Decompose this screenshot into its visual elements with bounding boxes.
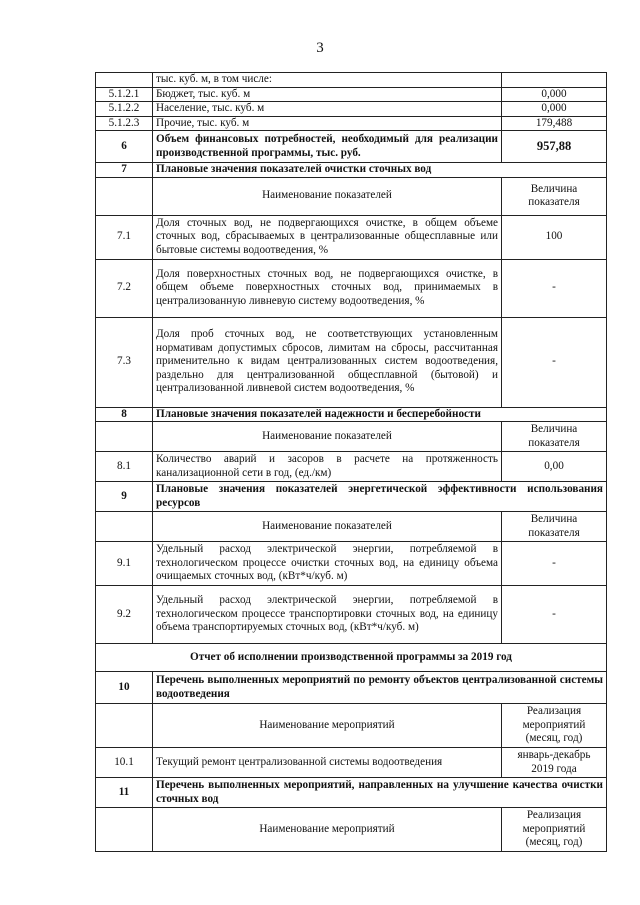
row-number: 7.3 [96, 317, 153, 407]
section-number: 10 [96, 672, 153, 704]
table-row [96, 586, 607, 644]
column-header-name: Наименование показателей [153, 177, 502, 215]
row-number: 10.1 [96, 748, 153, 778]
section-10-header-row [96, 704, 607, 748]
row-number [96, 73, 153, 88]
row-value: 0,00 [502, 452, 607, 482]
section-title: Перечень выполненных мероприятий по ремонту объектов централизованной системы водоотведения [153, 672, 607, 704]
section-title: Плановые значения показателей энергетической эффективности использования ресурсов [153, 482, 607, 512]
row-number: 5.1.2.3 [96, 116, 153, 131]
table-row [96, 748, 607, 778]
section-6-row [96, 131, 607, 163]
section-title: Плановые значения показателей надежности и бесперебойности [153, 407, 607, 422]
column-header-value: Величина показателя [502, 512, 607, 542]
row-value: январь-декабрь 2019 года [502, 748, 607, 778]
row-number: 8.1 [96, 452, 153, 482]
row-number: 9.2 [96, 586, 153, 644]
row-value: 100 [502, 215, 607, 259]
column-header-value: Величина показателя [502, 177, 607, 215]
row-value: - [502, 259, 607, 317]
row-text: тыс. куб. м, в том числе: [153, 73, 502, 88]
table-row [96, 102, 607, 117]
row-value: 0,000 [502, 102, 607, 117]
empty-cell [96, 422, 153, 452]
table-row [96, 452, 607, 482]
row-value: - [502, 586, 607, 644]
section-number: 8 [96, 407, 153, 422]
column-header-name: Наименование мероприятий [153, 808, 502, 852]
table-row [96, 215, 607, 259]
section-title: Объем финансовых потребностей, необходимый для реализации производственной программы, тыс. руб. [153, 131, 502, 163]
table-row [96, 87, 607, 102]
row-number: 5.1.2.2 [96, 102, 153, 117]
table-row [96, 259, 607, 317]
column-header-value: Реализация мероприятий (месяц, год) [502, 808, 607, 852]
row-value [502, 73, 607, 88]
empty-cell [96, 808, 153, 852]
empty-cell [96, 177, 153, 215]
row-text: Доля поверхностных сточных вод, не подвергающихся очистке, в общем объеме поверхностных сточных вод, принимаемых в централизованную ливневую систему водоотведения, % [153, 259, 502, 317]
empty-cell [96, 704, 153, 748]
row-value: - [502, 317, 607, 407]
report-title-row [96, 644, 607, 672]
section-7-title-row [96, 163, 607, 178]
row-text: Удельный расход электрической энергии, потребляемой в технологическом процессе транспортировки сточных вод, на единицу объема транспортируемых сточных вод, (кВт*ч/куб. м) [153, 586, 502, 644]
column-header-name: Наименование показателей [153, 512, 502, 542]
row-number: 9.1 [96, 542, 153, 586]
section-number: 7 [96, 163, 153, 178]
section-10-title-row [96, 672, 607, 704]
section-number: 6 [96, 131, 153, 163]
section-number: 11 [96, 778, 153, 808]
empty-cell [96, 512, 153, 542]
column-header-value: Величина показателя [502, 422, 607, 452]
section-11-title-row [96, 778, 607, 808]
row-text: Прочие, тыс. куб. м [153, 116, 502, 131]
table-row [96, 317, 607, 407]
column-header-name: Наименование мероприятий [153, 704, 502, 748]
table-row [96, 73, 607, 88]
row-number: 7.1 [96, 215, 153, 259]
report-title: Отчет об исполнении производственной программы за 2019 год [96, 644, 607, 672]
table-row [96, 542, 607, 586]
section-9-title-row [96, 482, 607, 512]
page-number: 3 [316, 40, 324, 56]
section-value: 957,88 [502, 131, 607, 163]
table-row [96, 116, 607, 131]
program-table [95, 72, 607, 852]
section-number: 9 [96, 482, 153, 512]
column-header-value: Реализация мероприятий (месяц, год) [502, 704, 607, 748]
row-text: Количество аварий и засоров в расчете на протяженность канализационной сети в год, (ед./км) [153, 452, 502, 482]
section-title: Перечень выполненных мероприятий, направленных на улучшение качества очистки сточных вод [153, 778, 607, 808]
row-value: - [502, 542, 607, 586]
row-number: 5.1.2.1 [96, 87, 153, 102]
column-header-name: Наименование показателей [153, 422, 502, 452]
section-8-title-row [96, 407, 607, 422]
row-text: Текущий ремонт централизованной системы водоотведения [153, 748, 502, 778]
row-text: Бюджет, тыс. куб. м [153, 87, 502, 102]
section-7-header-row [96, 177, 607, 215]
row-text: Доля сточных вод, не подвергающихся очистке, в общем объеме сточных вод, сбрасываемых в централизованные общесплавные или бытовые системы водоотведения, % [153, 215, 502, 259]
section-8-header-row [96, 422, 607, 452]
row-value: 179,488 [502, 116, 607, 131]
row-text: Удельный расход электрической энергии, потребляемой в технологическом процессе очистки сточных вод, на единицу объема очищаемых сточных вод, (кВт*ч/куб. м) [153, 542, 502, 586]
row-text: Доля проб сточных вод, не соответствующих установленным нормативам допустимых сбросов, лимитам на сбросы, рассчитанная применительно к видам централизованных систем водоотведения, раздельно для централизованной общесплавной (бытовой) и централизованной ливневой систем водоотведения, % [153, 317, 502, 407]
row-value: 0,000 [502, 87, 607, 102]
section-11-header-row [96, 808, 607, 852]
section-title: Плановые значения показателей очистки сточных вод [153, 163, 607, 178]
section-9-header-row [96, 512, 607, 542]
row-text: Население, тыс. куб. м [153, 102, 502, 117]
row-number: 7.2 [96, 259, 153, 317]
